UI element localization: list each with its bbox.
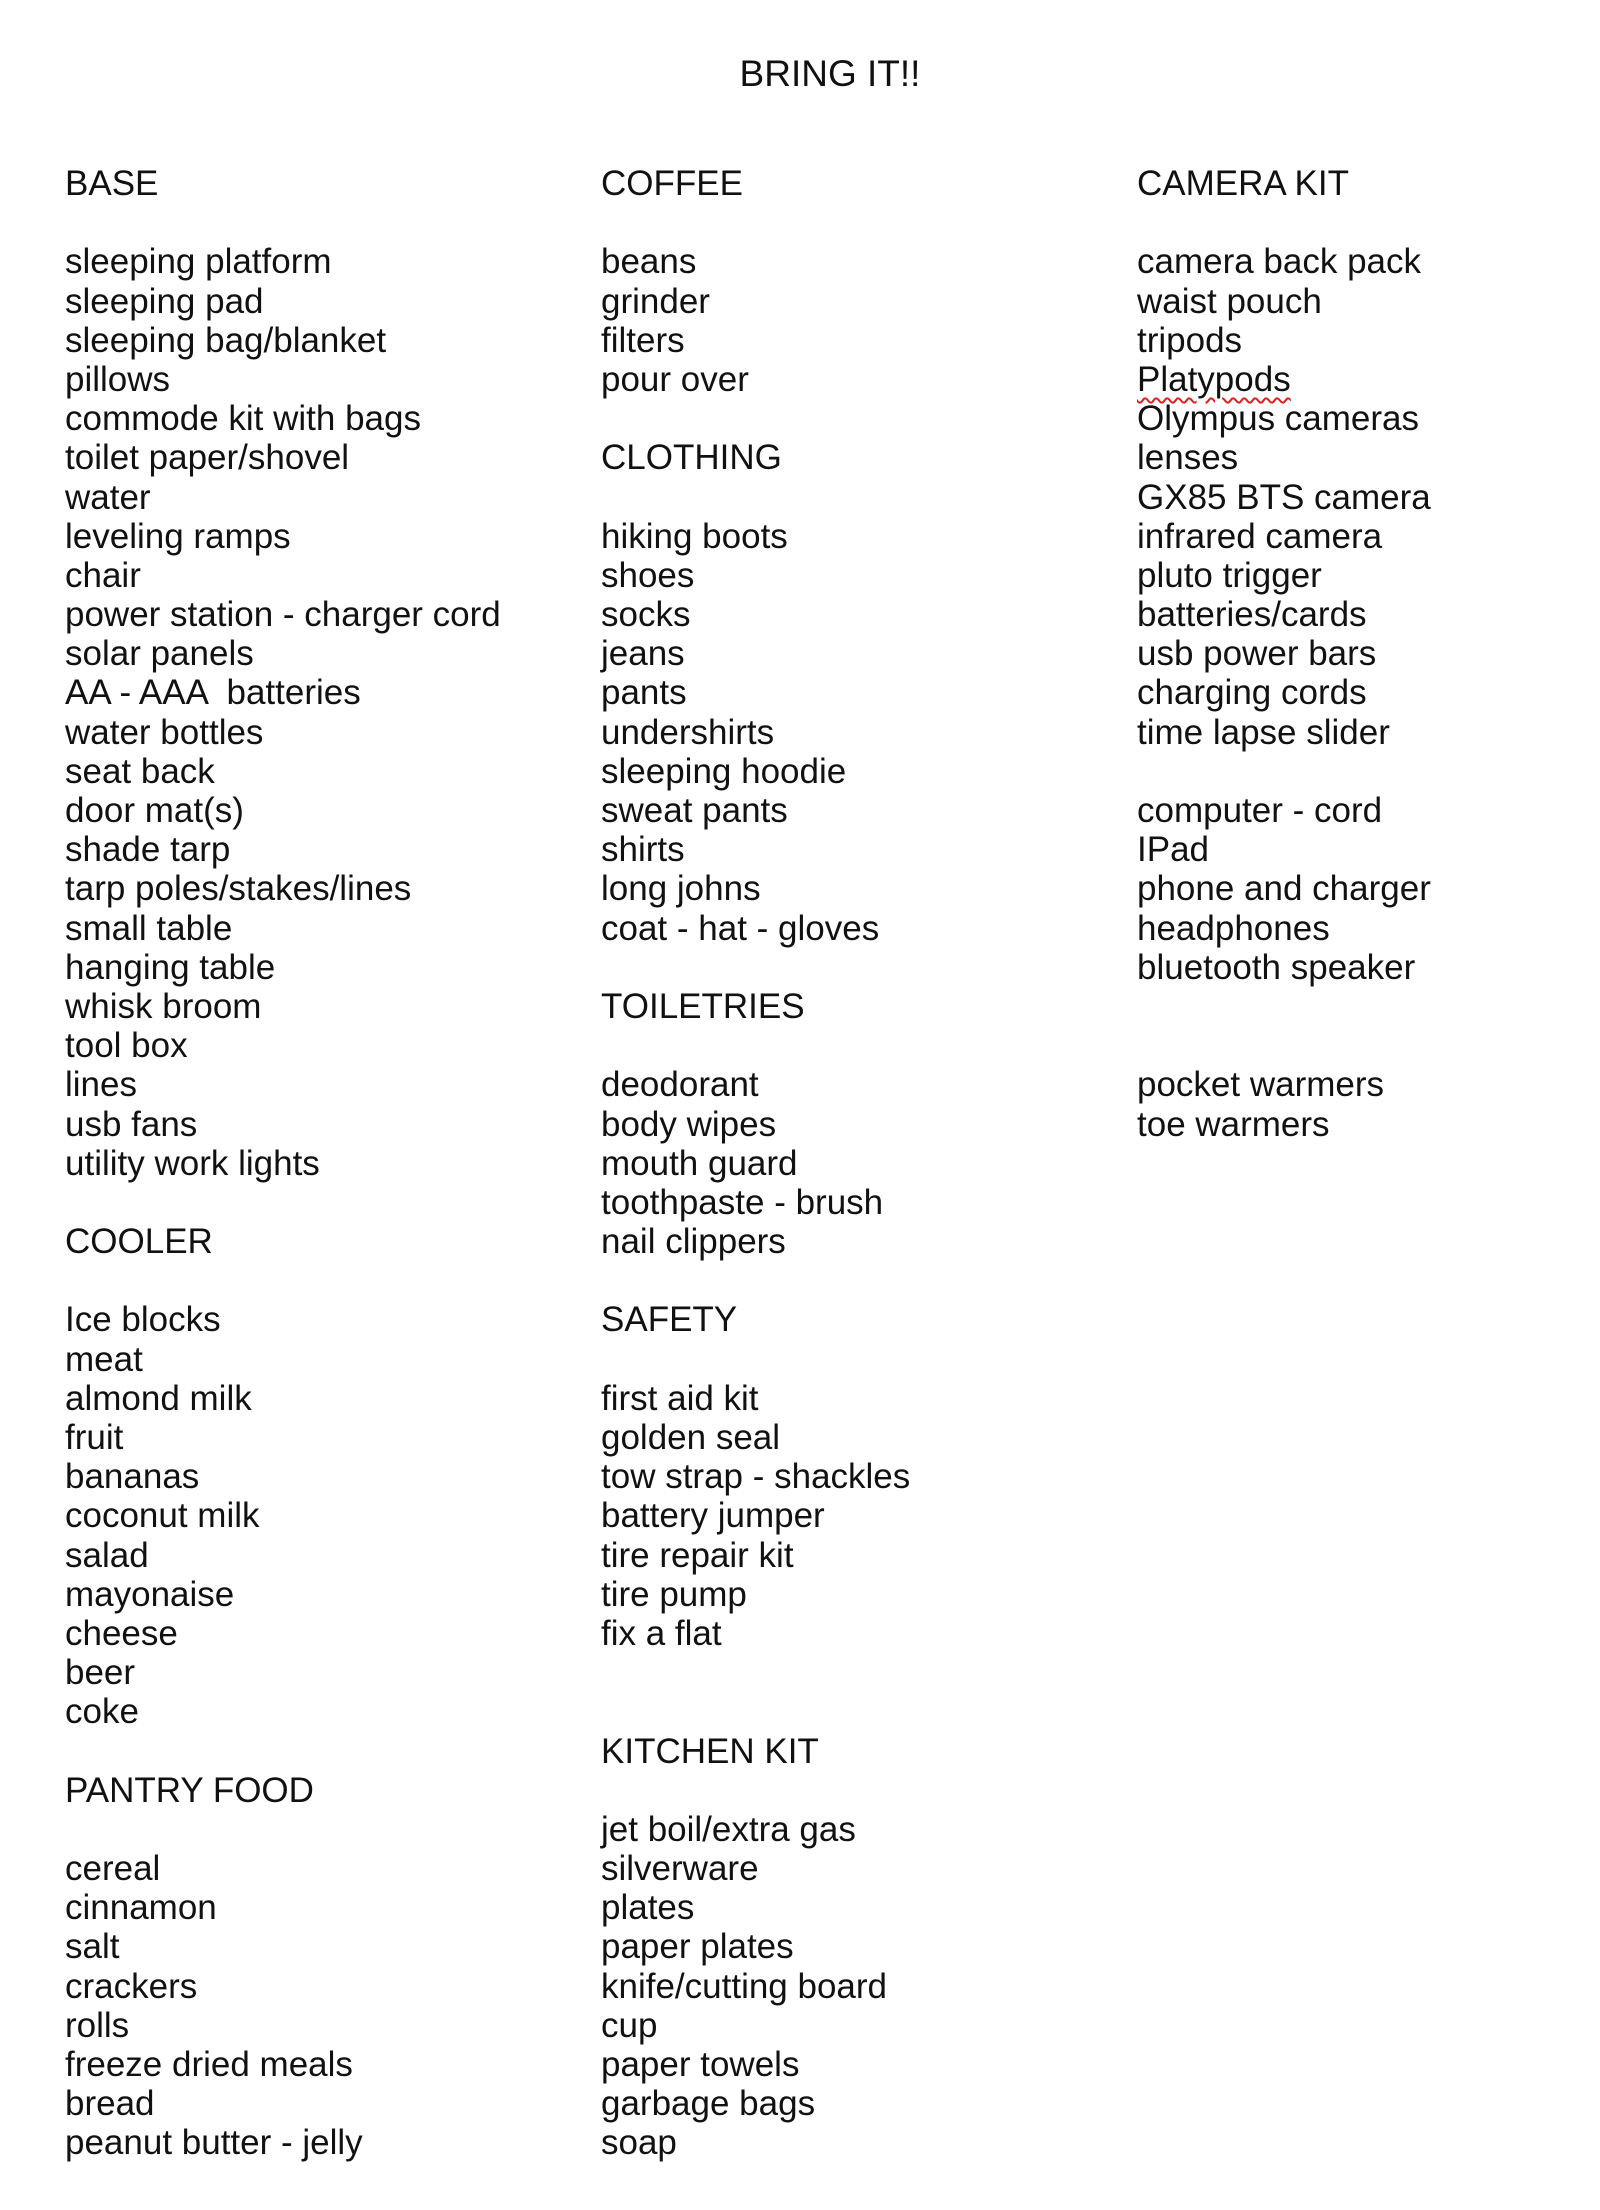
line-text: cup (601, 2005, 658, 2045)
line-text: pocket warmers (1137, 1065, 1385, 1105)
line-text: headphones (1137, 908, 1330, 948)
list-item (65, 1536, 501, 1575)
list-item (601, 791, 910, 830)
blank-line (1137, 987, 1431, 1026)
line-text: jet boil/extra gas (601, 1809, 856, 1849)
blank-line (65, 1732, 501, 1771)
list-item (601, 1183, 910, 1222)
list-item (601, 321, 910, 360)
line-text: leveling ramps (65, 516, 291, 556)
list-item (601, 2006, 910, 2045)
line-text: tripods (1137, 320, 1243, 360)
list-item (65, 634, 501, 673)
list-item (601, 1810, 910, 1849)
line-text: COOLER (65, 1222, 213, 1262)
blank-line (601, 1261, 910, 1300)
line-text: battery jumper (601, 1496, 825, 1536)
list-item (601, 1105, 910, 1144)
section-heading (65, 164, 501, 203)
line-text: rolls (65, 2005, 130, 2045)
line-text: lenses (1137, 438, 1239, 478)
list-item (1137, 948, 1431, 987)
blank-line (1137, 1026, 1431, 1065)
list-item (1137, 713, 1431, 752)
list-item (1137, 517, 1431, 556)
line-text: bananas (65, 1457, 200, 1497)
list-item (65, 1888, 501, 1927)
list-item (601, 869, 910, 908)
line-text: peanut butter - jelly (65, 2123, 363, 2163)
line-text: hiking boots (601, 516, 788, 556)
list-item (601, 556, 910, 595)
list-item (601, 1065, 910, 1104)
line-text: pour over (601, 359, 749, 399)
line-text: first aid kit (601, 1378, 759, 1418)
line-text: salt (65, 1927, 120, 1967)
list-item (65, 478, 501, 517)
blank-line (1137, 203, 1431, 242)
line-text: crackers (65, 1966, 198, 2006)
line-text: cereal (65, 1849, 161, 1889)
line-text: Olympus cameras (1137, 399, 1420, 439)
list-item (601, 1575, 910, 1614)
line-text: golden seal (601, 1418, 781, 1457)
section-heading (601, 1732, 910, 1771)
list-item (1137, 1105, 1431, 1144)
list-item (65, 1300, 501, 1339)
list-item (601, 1379, 910, 1418)
document-title: BRING IT!! (739, 53, 921, 94)
list-item (601, 1457, 910, 1496)
line-text: sleeping hoodie (601, 751, 847, 791)
blank-line (601, 399, 910, 438)
line-text: nail clippers (601, 1222, 786, 1262)
list-item (65, 1849, 501, 1888)
list-item (601, 242, 910, 281)
line-text: coconut milk (65, 1496, 260, 1536)
line-text: sleeping pad (65, 281, 264, 321)
list-item (65, 1144, 501, 1183)
line-text: shade tarp (65, 830, 231, 870)
list-item (601, 1222, 910, 1261)
line-text: SAFETY (601, 1300, 738, 1340)
line-text: coat - hat - gloves (601, 908, 880, 948)
blank-line (1137, 752, 1431, 791)
section-heading (601, 438, 910, 477)
line-text: shirts (601, 830, 685, 870)
section-heading (601, 164, 910, 203)
line-text: solar panels (65, 634, 254, 674)
list-item (65, 556, 501, 595)
line-text: CAMERA KIT (1137, 164, 1349, 203)
line-text: water (65, 477, 151, 517)
blank-line (601, 203, 910, 242)
line-text: tire repair kit (601, 1535, 794, 1575)
list-item (601, 1967, 910, 2006)
list-item (65, 321, 501, 360)
line-text: undershirts (601, 712, 775, 752)
list-item (65, 987, 501, 1026)
line-text: shoes (601, 555, 695, 595)
list-item (1137, 1065, 1431, 1104)
line-text: garbage bags (601, 2084, 816, 2124)
line-text: tire pump (601, 1574, 747, 1614)
list-item (601, 1418, 910, 1457)
list-item (601, 713, 910, 752)
line-text: silverware (601, 1849, 759, 1889)
column-middle (601, 164, 910, 2163)
list-item (65, 1418, 501, 1457)
line-text: BASE (65, 164, 159, 203)
list-item (1137, 242, 1431, 281)
line-text: charging cords (1137, 673, 1367, 713)
line-text: socks (601, 595, 691, 635)
misspelled-word: Platypods (1137, 359, 1291, 399)
line-text: tool box (65, 1026, 188, 1066)
list-item (601, 830, 910, 869)
line-text: computer - cord (1137, 791, 1383, 830)
list-item (65, 438, 501, 477)
list-item (1137, 909, 1431, 948)
list-item (601, 1536, 910, 1575)
blank-line (601, 1692, 910, 1731)
line-text: knife/cutting board (601, 1966, 888, 2006)
list-item (65, 1653, 501, 1692)
line-text: COFFEE (601, 164, 743, 203)
section-heading (601, 987, 910, 1026)
line-text: meat (65, 1339, 143, 1379)
line-text: small table (65, 908, 233, 948)
line-text: sleeping platform (65, 242, 332, 282)
list-item (601, 517, 910, 556)
list-item (1137, 869, 1431, 908)
line-text: beans (601, 242, 697, 282)
blank-line (65, 203, 501, 242)
blank-line (601, 1771, 910, 1810)
line-text: PANTRY FOOD (65, 1770, 314, 1810)
line-text: door mat(s) (65, 791, 244, 830)
list-item (65, 1614, 501, 1653)
list-item (65, 2045, 501, 2084)
list-item (601, 595, 910, 634)
line-text: cinnamon (65, 1888, 217, 1928)
list-item (65, 242, 501, 281)
line-text: infrared camera (1137, 516, 1383, 556)
line-text: time lapse slider (1137, 712, 1390, 752)
list-item (65, 1692, 501, 1731)
list-item (65, 282, 501, 321)
list-item (601, 360, 910, 399)
list-item (1137, 478, 1431, 517)
line-text: coke (65, 1692, 139, 1732)
list-item (1137, 321, 1431, 360)
line-text: chair (65, 555, 141, 595)
line-text: toothpaste - brush (601, 1182, 884, 1222)
list-item (65, 1575, 501, 1614)
list-item (1137, 360, 1431, 399)
line-text: Ice blocks (65, 1300, 221, 1340)
line-text: cheese (65, 1613, 178, 1653)
list-item (601, 1888, 910, 1927)
list-item (65, 1105, 501, 1144)
line-text: hanging table (65, 947, 276, 987)
line-text: commode kit with bags (65, 399, 421, 439)
line-text: pluto trigger (1137, 555, 1322, 595)
list-item (1137, 282, 1431, 321)
line-text: phone and charger (1137, 869, 1431, 909)
list-item (65, 713, 501, 752)
line-text: long johns (601, 869, 761, 909)
list-item (1137, 556, 1431, 595)
list-item (65, 595, 501, 634)
line-text: tarp poles/stakes/lines (65, 869, 412, 909)
list-item (65, 791, 501, 830)
list-item (65, 2006, 501, 2045)
list-item (65, 869, 501, 908)
list-item (601, 1614, 910, 1653)
list-item (65, 752, 501, 791)
list-item (65, 948, 501, 987)
line-text: TOILETRIES (601, 986, 805, 1026)
line-text: filters (601, 320, 685, 360)
line-text: almond milk (65, 1378, 252, 1418)
line-text: grinder (601, 281, 710, 321)
line-text: seat back (65, 751, 215, 791)
line-text: water bottles (65, 712, 264, 752)
list-item (1137, 791, 1431, 830)
section-heading (601, 1300, 910, 1339)
list-item (65, 1379, 501, 1418)
line-text: waist pouch (1137, 281, 1322, 321)
list-item (601, 752, 910, 791)
line-text: whisk broom (65, 986, 262, 1026)
list-item (1137, 438, 1431, 477)
column-left (65, 164, 501, 2163)
list-item (1137, 673, 1431, 712)
line-text: lines (65, 1065, 137, 1105)
list-item (1137, 399, 1431, 438)
list-item (601, 1144, 910, 1183)
list-item (601, 1927, 910, 1966)
blank-line (601, 1340, 910, 1379)
list-item (65, 1026, 501, 1065)
line-text: toe warmers (1137, 1104, 1330, 1144)
list-item (601, 673, 910, 712)
line-text: fruit (65, 1418, 124, 1457)
line-text: camera back pack (1137, 242, 1422, 282)
section-heading (65, 1222, 501, 1261)
line-text: mouth guard (601, 1143, 798, 1183)
line-text: pants (601, 673, 687, 713)
blank-line (65, 1261, 501, 1300)
list-item (1137, 595, 1431, 634)
blank-line (65, 1183, 501, 1222)
line-text: usb power bars (1137, 634, 1377, 674)
line-text: deodorant (601, 1065, 759, 1105)
list-item (65, 1340, 501, 1379)
list-item (65, 1927, 501, 1966)
line-text: beer (65, 1653, 136, 1693)
blank-line (601, 1026, 910, 1065)
list-item (601, 2084, 910, 2123)
list-item (65, 830, 501, 869)
list-item (65, 2084, 501, 2123)
line-text: power station - charger cord (65, 595, 501, 635)
section-heading (1137, 164, 1431, 203)
line-text: fix a flat (601, 1613, 722, 1653)
line-text: body wipes (601, 1104, 777, 1144)
list-item (65, 360, 501, 399)
list-item (65, 1496, 501, 1535)
column-right (1137, 164, 1431, 1144)
line-text: sweat pants (601, 791, 788, 830)
list-item (601, 282, 910, 321)
list-item (65, 1457, 501, 1496)
blank-line (601, 948, 910, 987)
line-text: GX85 BTS camera (1137, 477, 1431, 517)
list-item (601, 909, 910, 948)
line-text: paper towels (601, 2045, 800, 2084)
line-text: batteries/cards (1137, 595, 1367, 635)
line-text: AA - AAA batteries (65, 673, 361, 713)
list-item (65, 1065, 501, 1104)
line-text: KITCHEN KIT (601, 1731, 819, 1771)
line-text: toilet paper/shovel (65, 438, 350, 478)
line-text: jeans (601, 634, 685, 674)
blank-line (601, 1653, 910, 1692)
list-item (65, 909, 501, 948)
list-item (65, 517, 501, 556)
blank-line (65, 1810, 501, 1849)
line-text: bread (65, 2084, 155, 2124)
line-text: pillows (65, 359, 171, 399)
line-text: paper plates (601, 1927, 794, 1967)
line-text: bluetooth speaker (1137, 947, 1416, 987)
list-item (601, 2123, 910, 2162)
list-item (601, 1496, 910, 1535)
list-item (1137, 634, 1431, 673)
list-item (65, 2123, 501, 2162)
line-text: CLOTHING (601, 438, 782, 478)
list-item (601, 634, 910, 673)
line-text: plates (601, 1888, 695, 1928)
line-text: utility work lights (65, 1143, 320, 1183)
section-heading (65, 1771, 501, 1810)
list-item (1137, 830, 1431, 869)
line-text: IPad (1137, 830, 1209, 870)
blank-line (601, 478, 910, 517)
line-text: sleeping bag/blanket (65, 320, 387, 360)
line-text: freeze dried meals (65, 2045, 353, 2084)
list-item (65, 399, 501, 438)
line-text: salad (65, 1535, 149, 1575)
list-item (65, 1967, 501, 2006)
list-item (601, 2045, 910, 2084)
list-item (65, 673, 501, 712)
line-text: usb fans (65, 1104, 198, 1144)
line-text: soap (601, 2123, 677, 2163)
line-text: mayonaise (65, 1574, 235, 1614)
list-item (601, 1849, 910, 1888)
line-text: tow strap - shackles (601, 1457, 911, 1497)
